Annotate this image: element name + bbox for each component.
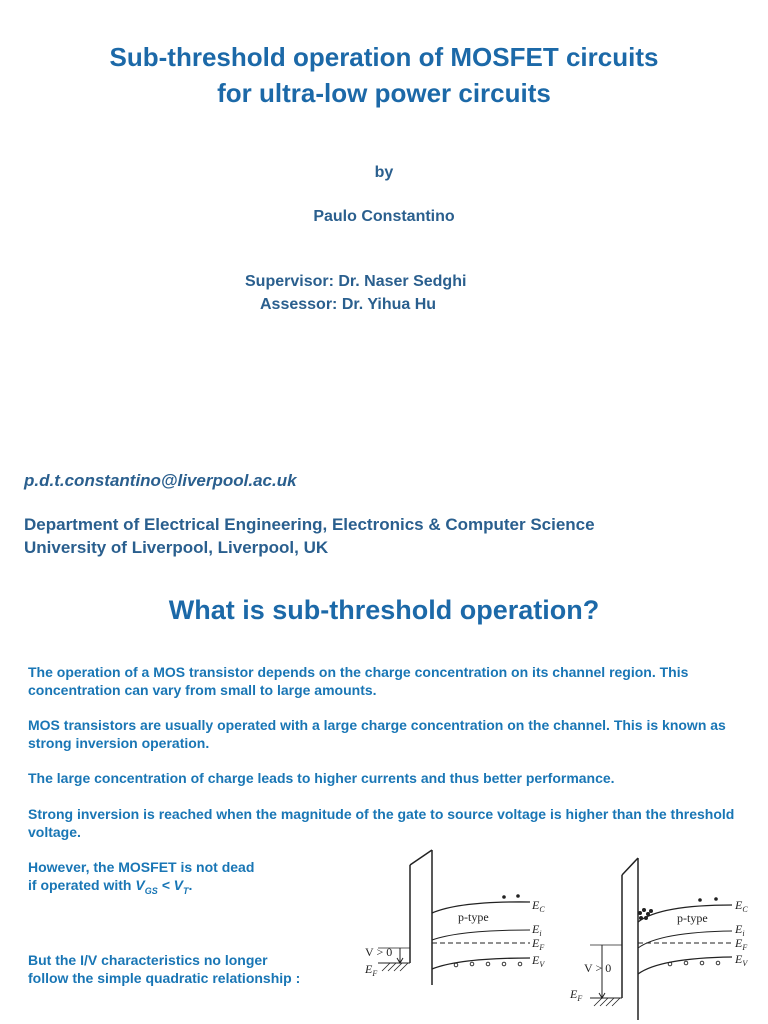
supervisor: Supervisor: Dr. Naser Sedghi [245, 273, 467, 290]
ev-label-left: $E_V$ [532, 953, 545, 969]
paragraph-3: The large concentration of charge leads to higher currents and thus better performance. [28, 770, 615, 786]
ptype-label-right: p-type [677, 911, 708, 925]
assessor: Assessor: Dr. Yihua Hu [260, 296, 437, 313]
author-name: Paulo Constantino [313, 208, 455, 225]
note2-line-2: follow the simple quadratic relationship : [28, 970, 301, 986]
paragraph-2: MOS transistors are usually operated with a large charge concentration on the channel. This is known as strong inversion operation. [28, 717, 726, 751]
section-heading: What is sub-threshold operation? [168, 595, 600, 625]
band-diagram-left [360, 845, 560, 995]
ei-curve-left [432, 930, 530, 940]
ev-curve-left [432, 958, 530, 969]
by-label: by [374, 164, 394, 181]
ev-curve-right [638, 957, 732, 974]
note-line-1: However, the MOSFET is not dead [28, 859, 255, 875]
paragraph-4: Strong inversion is reached when the magnitude of the gate to source voltage is higher than the threshold voltage. [28, 806, 735, 840]
ef-label-right: $E_F$ [735, 936, 748, 952]
ptype-label-left: p-type [458, 910, 489, 924]
band-diagram-right [560, 850, 765, 1020]
note2-line-1: But the I/V characteristics no longer [28, 952, 268, 968]
affiliation-university: University of Liverpool, Liverpool, UK [24, 538, 329, 557]
ec-label-left: $E_C$ [532, 898, 545, 914]
title-line-1: Sub-threshold operation of MOSFET circuits [109, 42, 659, 72]
paragraph-1: The operation of a MOS transistor depends on the charge concentration on its channel region. This concentration can vary from small to large amounts. [28, 664, 689, 698]
ec-label-right: $E_C$ [735, 898, 748, 914]
note-iv-characteristics [28, 951, 300, 987]
note-line-2: if operated with $V_{GS} < V_T$. [28, 877, 193, 896]
affiliation-department: Department of Electrical Engineering, Electronics & Computer Science [24, 515, 595, 534]
ev-label-right: $E_V$ [735, 952, 748, 968]
gate-ef-label-right: $E_F$ [570, 987, 583, 1003]
email-link[interactable]: p.d.t.constantino@liverpool.ac.uk [24, 471, 297, 490]
ei-curve-right [638, 931, 732, 948]
ei-label-left: $E_i$ [532, 922, 542, 938]
ei-label-right: $E_i$ [735, 922, 745, 938]
ef-label-left: $E_F$ [532, 936, 545, 952]
title-line-2: for ultra-low power circuits [217, 78, 551, 108]
voltage-label-left: V > 0 [365, 945, 393, 959]
voltage-label-right: V > 0 [584, 961, 612, 975]
note-mosfet-not-dead [28, 858, 254, 900]
gate-ef-label-left: $E_F$ [365, 962, 378, 978]
